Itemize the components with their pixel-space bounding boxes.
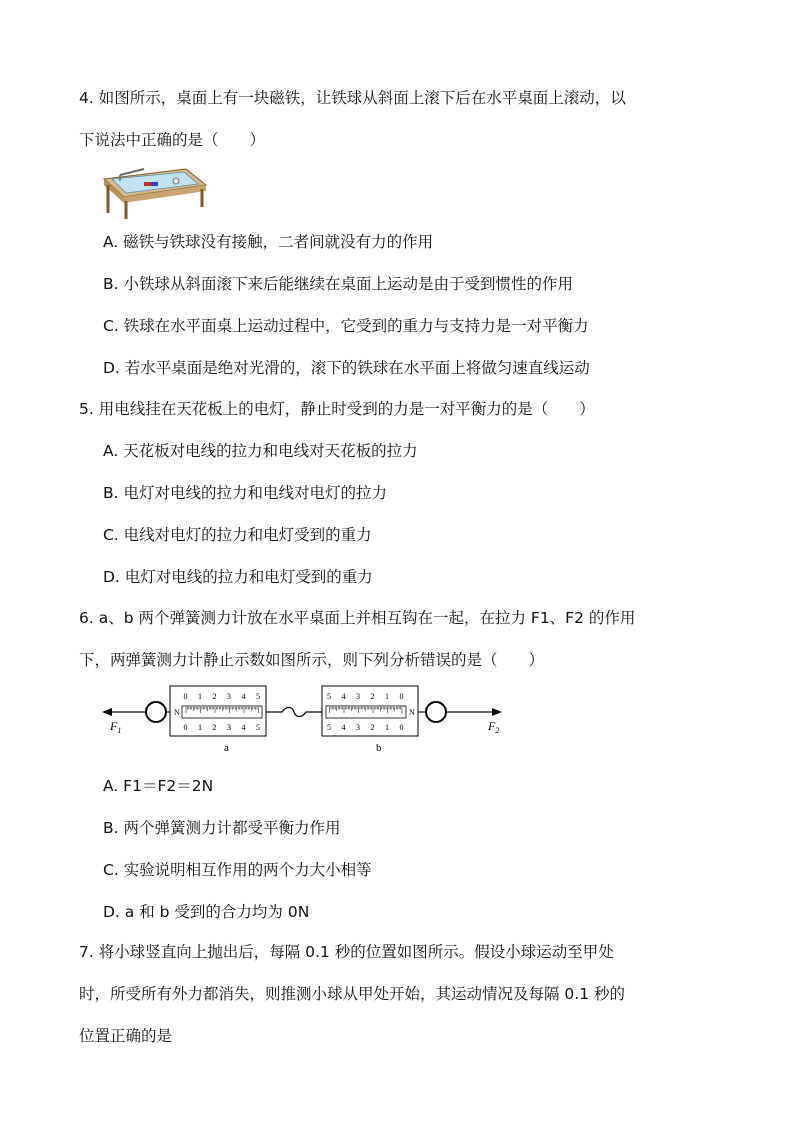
scale-b-tick-label: 0 <box>399 723 404 732</box>
q6-option-b: B. 两个弹簧测力计都受平衡力作用 <box>103 819 341 837</box>
scale-a-tick-label: 1 <box>198 723 202 732</box>
scale-b-tick-label: 5 <box>327 723 331 732</box>
scale-b-unit: N <box>409 708 415 717</box>
scale-a-tick-label: 4 <box>241 692 246 701</box>
scale-a-tick-label: 2 <box>212 692 217 701</box>
scale-a-ring <box>146 702 166 722</box>
force-f2-label: F <box>488 719 496 733</box>
scale-a-tick-label: 3 <box>227 723 231 732</box>
scale-b-tick-label: 2 <box>370 692 375 701</box>
q4-option-b: B. 小铁球从斜面滚下来后能继续在桌面上运动是由于受到惯性的作用 <box>103 275 573 293</box>
q5-option-b: B. 电灯对电线的拉力和电线对电灯的拉力 <box>103 484 387 502</box>
scale-b-tick-label: 4 <box>341 723 346 732</box>
scale-a-label: a <box>224 742 229 754</box>
scale-a-tick-label: 0 <box>183 723 188 732</box>
scale-a-tick-label: 0 <box>183 692 188 701</box>
scale-b-tick-label: 1 <box>385 692 389 701</box>
q4-option-d: D. 若水平桌面是绝对光滑的，滚下的铁球在水平面上将做匀速直线运动 <box>103 359 590 377</box>
q6-option-c: C. 实验说明相互作用的两个力大小相等 <box>103 861 372 879</box>
force-f2-subscript: 2 <box>495 726 500 735</box>
q5-option-c: C. 电线对电灯的拉力和电灯受到的重力 <box>103 526 372 544</box>
q7-stem-line1: 7. 将小球竖直向上抛出后，每隔 0.1 秒的位置如图所示。假设小球运动至甲处 <box>79 943 614 961</box>
q4-option-a: A. 磁铁与铁球没有接触，二者间就没有力的作用 <box>103 233 434 251</box>
scale-a-tick-label: 3 <box>227 692 231 701</box>
q5-option-d: D. 电灯对电线的拉力和电灯受到的重力 <box>103 568 373 586</box>
q4-stem-line1: 4. 如图所示，桌面上有一块磁铁，让铁球从斜面上滚下后在水平桌面上滚动，以 <box>79 89 626 107</box>
q7-stem-line3: 位置正确的是 <box>79 1027 173 1045</box>
force-f1-label: F <box>110 719 118 733</box>
magnet-table-figure <box>100 165 210 220</box>
force-f1-subscript: 1 <box>117 726 122 735</box>
scale-b-ring <box>426 702 446 722</box>
q6-stem-line1: 6. a、b 两个弹簧测力计放在水平桌面上并相互钩在一起，在拉力 F1、F2 的作用 <box>79 609 636 627</box>
q5-stem: 5. 用电线挂在天花板上的电灯，静止时受到的力是一对平衡力的是（ ） <box>79 400 595 418</box>
svg-text:F2 <box>487 719 499 735</box>
scale-b-tick-label: 3 <box>356 692 360 701</box>
q4-option-c: C. 铁球在水平面桌上运动过程中，它受到的重力与支持力是一对平衡力 <box>103 317 589 335</box>
scale-a-unit: N <box>174 708 180 717</box>
q7-stem-line2: 时，所受所有外力都消失，则推测小球从甲处开始，其运动情况及每隔 0.1 秒的 <box>79 985 626 1003</box>
scale-a-tick-label: 5 <box>256 692 260 701</box>
scale-b-tick-label: 2 <box>370 723 375 732</box>
scale-b-tick-label: 3 <box>356 723 360 732</box>
scale-b-tick-label: 1 <box>385 723 389 732</box>
q6-option-a: A. F1＝F2＝2N <box>103 777 214 795</box>
scale-b-tick-label: 4 <box>341 692 346 701</box>
scale-a-tick-label: 5 <box>256 723 260 732</box>
scale-a-tick-label: 1 <box>198 692 202 701</box>
scale-a-tick-label: 2 <box>212 723 217 732</box>
q6-option-d: D. a 和 b 受到的合力均为 0N <box>103 903 310 921</box>
spring-scales-figure <box>100 684 520 756</box>
scale-a-tick-label: 4 <box>241 723 246 732</box>
scale-b-tick-label: 5 <box>327 692 331 701</box>
svg-text:F1 <box>109 719 121 735</box>
scale-b-tick-label: 0 <box>399 692 404 701</box>
q4-stem-line2: 下说法中正确的是（ ） <box>79 131 266 149</box>
scale-b-label: b <box>376 742 382 754</box>
q5-option-a: A. 天花板对电线的拉力和电线对天花板的拉力 <box>103 442 418 460</box>
q6-stem-line2: 下，两弹簧测力计静止示数如图所示，则下列分析错误的是（ ） <box>79 651 545 669</box>
